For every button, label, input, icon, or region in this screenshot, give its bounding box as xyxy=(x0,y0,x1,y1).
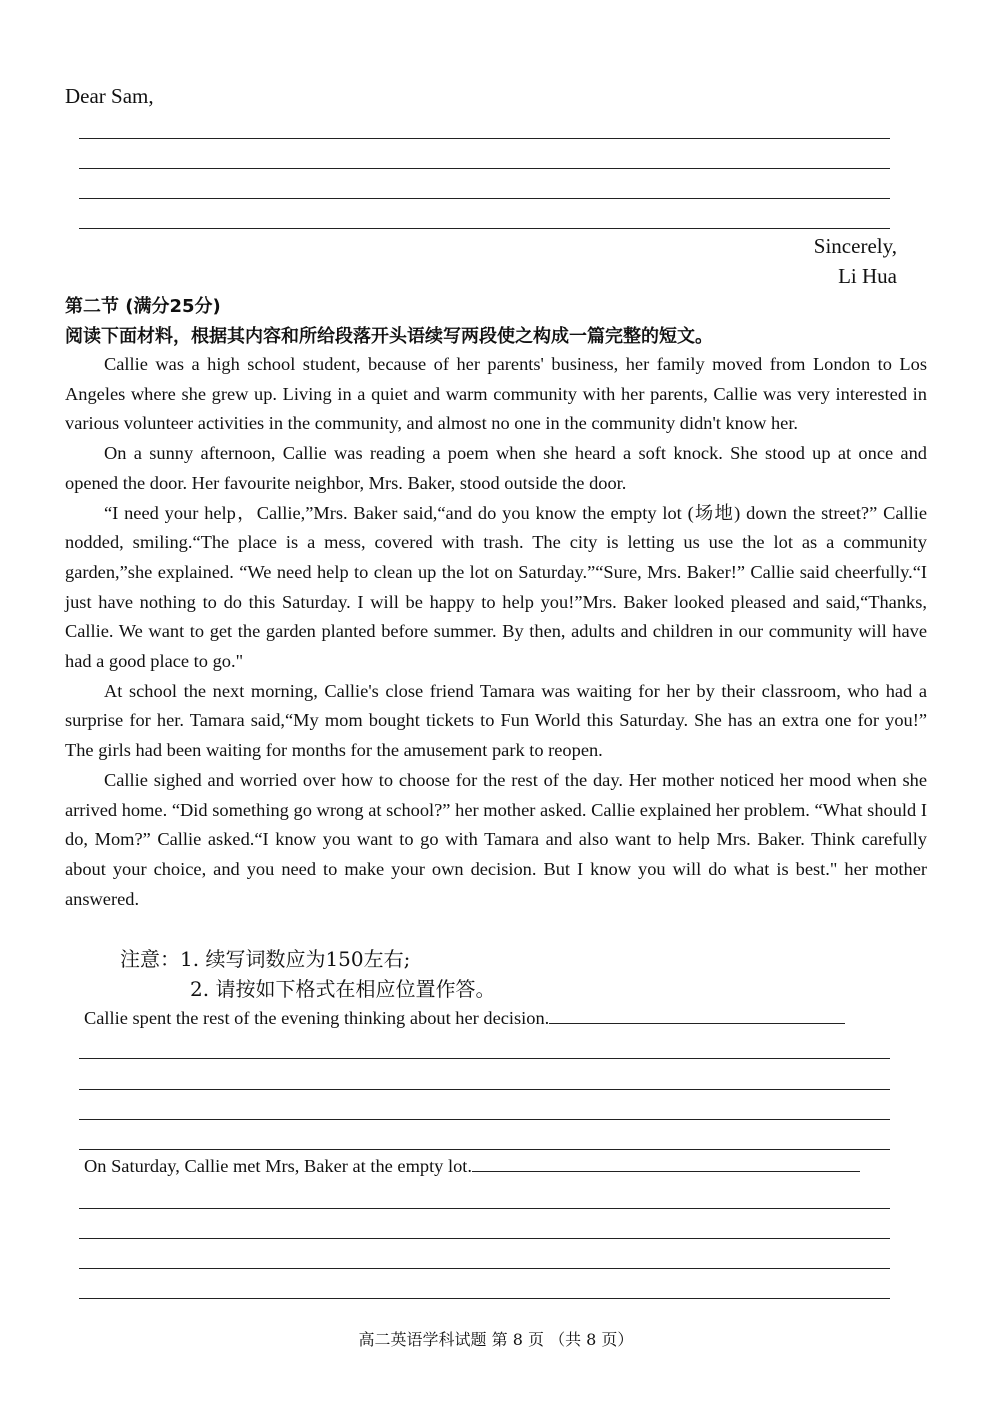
story-paragraph: On a sunny afternoon, Callie was reading a poem when she heard a soft knock. She stood up at once and opened the door. Her favourite neighbor, Mrs. Baker, stood outside the door. xyxy=(65,443,927,493)
section-instruction: 阅读下面材料，根据其内容和所给段落开头语续写两段使之构成一篇完整的短文。 xyxy=(65,326,713,347)
story-paragraph: “I need your help，Callie,”Mrs. Baker said,“and do you know the empty lot (场地) down the street?” Callie nodded, smiling.“The place is a mess, covered with trash. The city is letting us use the lot as a community garden,”she explained. “We need help to clean up the lot on Saturday.”“Sure, Mrs. Baker!” Callie said cheerfully.“I just have nothing to do this Saturday. I will be happy to help you!”Mrs. Baker looked pleased and said,“Thanks, Callie. We want to get the garden planted before summer. By then, adults and children in our community will have had a good place to go." xyxy=(65,502,927,672)
letter-greeting: Dear Sam, xyxy=(65,84,154,108)
note-word-count: 1. 续写词数应为150左右; xyxy=(180,947,411,971)
answer-line[interactable] xyxy=(79,168,890,169)
answer-line[interactable] xyxy=(79,198,890,199)
paragraph2-opening: On Saturday, Callie met Mrs, Baker at the empty lot. xyxy=(84,1156,472,1176)
section-title: 第二节 (满分25分) xyxy=(65,296,221,317)
paragraph2-prompt xyxy=(84,1156,860,1177)
answer-line[interactable] xyxy=(549,1023,845,1024)
answer-line[interactable] xyxy=(79,1089,890,1090)
answer-line[interactable] xyxy=(79,1208,890,1209)
answer-line[interactable] xyxy=(79,1238,890,1239)
answer-line[interactable] xyxy=(79,1149,890,1150)
answer-line[interactable] xyxy=(79,228,890,229)
answer-line[interactable] xyxy=(79,1268,890,1269)
letter-signature: Li Hua xyxy=(838,264,897,288)
answer-line[interactable] xyxy=(79,1298,890,1299)
paragraph1-opening: Callie spent the rest of the evening thinking about her decision. xyxy=(84,1008,550,1028)
answer-line[interactable] xyxy=(79,138,890,139)
story-paragraph: Callie sighed and worried over how to choose for the rest of the day. Her mother noticed her mood when she arrived home. “Did something go wrong at school?” her mother asked. Callie explained her problem. “What should I do, Mom?” Callie asked.“I know you want to go with Tamara and also want to help Mrs. Baker. Think carefully about your choice, and you need to make your own decision. But I know you will do what is best." her mother answered. xyxy=(65,769,927,909)
answer-line[interactable] xyxy=(79,1119,890,1120)
paragraph1-prompt xyxy=(84,1008,845,1029)
notes xyxy=(120,944,495,1004)
story-paragraph: At school the next morning, Callie's close friend Tamara was waiting for her by their classroom, who had a surprise for her. Tamara said,“My mom bought tickets to Fun World this Saturday. She has an extra one for you!” The girls had been waiting for months for the amusement park to reopen. xyxy=(65,680,927,761)
letter-signoff xyxy=(814,231,897,291)
notes-label: 注意： xyxy=(120,947,180,971)
note-format: 2. 请按如下格式在相应位置作答。 xyxy=(190,977,496,1001)
letter-closing: Sincerely, xyxy=(813,234,897,258)
page-footer: 高二英语学科试题 第 8 页 （共 8 页） xyxy=(358,1330,634,1349)
answer-line[interactable] xyxy=(472,1171,860,1172)
story-paragraph: Callie was a high school student, because of her parents' business, her family moved from London to Los Angeles where she grew up. Living in a quiet and warm community with her parents, Callie was very interested in various volunteer activities in the community, and almost no one in the community didn't know her. xyxy=(65,354,927,434)
answer-line[interactable] xyxy=(79,1058,890,1059)
story-text xyxy=(65,350,927,914)
